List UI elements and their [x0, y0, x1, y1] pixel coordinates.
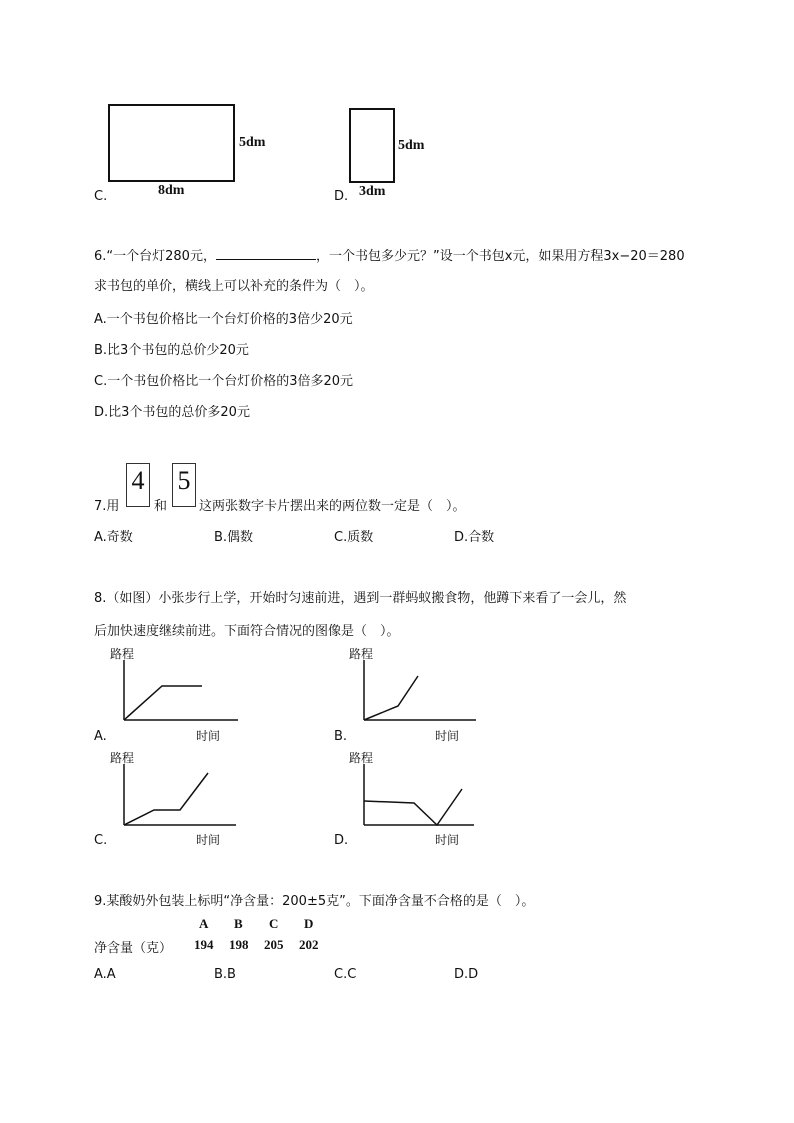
graph-c-curve — [124, 773, 208, 825]
graph-c-ylabel: 路程 — [110, 751, 135, 765]
question-9-stem: 9.某酸奶外包装上标明“净含量：200±5克”。下面净含量不合格的是（ ）。 — [94, 894, 535, 909]
rectangle-c-width-label: 8dm — [158, 183, 185, 198]
graph-a-xlabel: 时间 — [196, 729, 221, 743]
question-8-line-2: 后加快速度继续前进。下面符合情况的图像是（ ）。 — [94, 624, 400, 639]
graph-c-letter[interactable]: C. — [94, 833, 108, 848]
table-header-a: A — [199, 916, 209, 931]
question-6-part-2: ，一个书包多少元？”设一个书包x元，如果用方程3x−20＝280 — [315, 249, 685, 264]
answer-blank[interactable] — [216, 247, 316, 260]
graph-b-curve — [364, 676, 418, 720]
question-8-line-1: 8.（如图）小张步行上学，开始时匀速前进，遇到一群蚂蚁搬食物，他蹲下来看了一会儿，然 — [94, 591, 627, 606]
table-value-c: 205 — [264, 937, 284, 952]
rectangle-d-height-label: 5dm — [398, 138, 425, 153]
question-7-option-a[interactable]: A.奇数 — [94, 530, 133, 545]
table-value-b: 198 — [229, 937, 249, 952]
graph-b — [350, 660, 480, 730]
rectangle-c — [108, 104, 235, 182]
graph-a-ylabel: 路程 — [110, 647, 135, 661]
question-7-middle: 和 — [154, 499, 168, 514]
question-6-option-d[interactable]: D.比3个书包的总价多20元 — [94, 405, 250, 420]
graph-d — [350, 764, 480, 834]
rectangle-d-width-label: 3dm — [359, 184, 386, 199]
graph-d-letter[interactable]: D. — [334, 833, 349, 848]
option-d-letter: D. — [334, 189, 349, 204]
rectangle-d — [349, 108, 395, 183]
question-6-option-c[interactable]: C.一个书包价格比一个台灯价格的3倍多20元 — [94, 374, 354, 389]
question-6-line-1 — [94, 245, 685, 264]
graph-d-xlabel: 时间 — [435, 833, 460, 847]
graph-a-curve — [124, 686, 202, 720]
graph-b-letter[interactable]: B. — [334, 729, 348, 744]
graph-c-xlabel: 时间 — [196, 833, 221, 847]
question-9-option-b[interactable]: B.B — [214, 967, 236, 982]
question-9-option-a[interactable]: A.A — [94, 967, 116, 982]
question-6-option-b[interactable]: B.比3个书包的总价少20元 — [94, 343, 249, 358]
question-6-option-a[interactable]: A.一个书包价格比一个台灯价格的3倍少20元 — [94, 312, 353, 327]
question-7-option-c[interactable]: C.质数 — [334, 530, 374, 545]
question-9-option-c[interactable]: C.C — [334, 967, 357, 982]
digit-card-4: 4 — [126, 463, 150, 507]
graph-a-letter[interactable]: A. — [94, 729, 107, 744]
graph-b-xlabel: 时间 — [435, 729, 460, 743]
question-6-part-1: 6.“一个台灯280元， — [94, 249, 216, 264]
table-row-label: 净含量（克） — [94, 941, 173, 956]
option-c-letter: C. — [94, 189, 108, 204]
question-6-line-2: 求书包的单价，横线上可以补充的条件为（ ）。 — [94, 279, 374, 294]
table-header-d: D — [304, 916, 314, 931]
graph-a — [110, 660, 240, 730]
question-7-option-d[interactable]: D.合数 — [454, 530, 495, 545]
question-7-option-b[interactable]: B.偶数 — [214, 530, 254, 545]
digit-card-5: 5 — [172, 463, 196, 507]
question-9-option-d[interactable]: D.D — [454, 967, 479, 982]
graph-b-ylabel: 路程 — [349, 647, 374, 661]
table-value-a: 194 — [194, 937, 214, 952]
graph-c — [110, 764, 240, 834]
table-header-c: C — [269, 916, 279, 931]
question-7-prefix: 7.用 — [94, 499, 120, 514]
rectangle-c-height-label: 5dm — [239, 135, 266, 150]
table-header-b: B — [234, 916, 243, 931]
question-7-suffix: 这两张数字卡片摆出来的两位数一定是（ ）。 — [199, 499, 466, 514]
graph-d-curve — [364, 789, 462, 825]
table-value-d: 202 — [299, 937, 319, 952]
graph-d-ylabel: 路程 — [349, 751, 374, 765]
